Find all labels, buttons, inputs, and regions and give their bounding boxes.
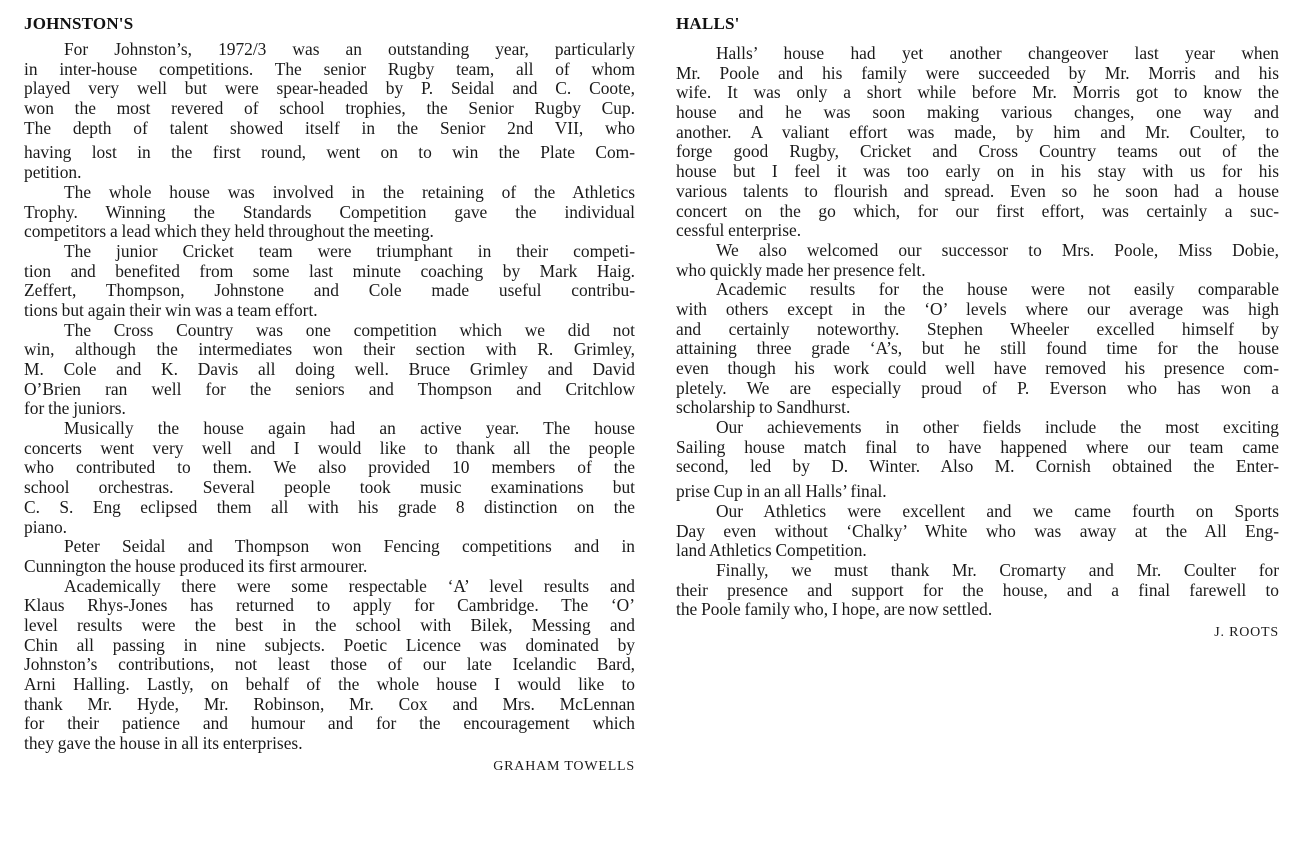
text-line: having lost in the first round, went on to win the Plate Com- [24, 142, 635, 163]
text-line: land Athletics Competition. [676, 540, 867, 561]
text-line: Cunnington the house produced its first armourer. [24, 555, 368, 576]
text-line: who quickly made her presence felt. [676, 259, 926, 280]
text-line: The whole house was involved in the retaining of the Athletics [64, 181, 635, 202]
text-line: Trophy. Winning the Standards Competition gave the individual [24, 201, 635, 222]
text-line: another. A valiant effort was made, by him and Mr. Coulter, to [676, 121, 1279, 142]
article-body [676, 44, 1279, 642]
text-line: The Cross Country was one competition which we did not [64, 319, 635, 340]
text-line: even though his work could well have removed his presence com- [676, 358, 1279, 378]
text-line: and certainly noteworthy. Stephen Wheeler excelled himself by [676, 318, 1279, 339]
text-line: M. Cole and K. Davis all doing well. Bruce Grimley and David [24, 359, 635, 379]
text-line: Sailing house match final to have happened where our team came [676, 436, 1279, 457]
text-line: thank Mr. Hyde, Mr. Robinson, Mr. Cox and Mrs. McLennan [24, 693, 635, 714]
text-line: Zeffert, Thompson, Johnstone and Cole made useful contribu- [24, 280, 635, 301]
text-line: won the most revered of school trophies, the Senior Rugby Cup. [24, 98, 635, 119]
text-line: For Johnston’s, 1972/3 was an outstanding year, particularly [64, 39, 635, 59]
text-line: they gave the house in all its enterprises. [24, 733, 303, 754]
text-line: We also welcomed our successor to Mrs. Poole, Miss Dobie, [716, 239, 1279, 260]
text-line: Chin all passing in nine subjects. Poetic Licence was dominated by [24, 634, 635, 655]
text-line: school orchestras. Several people took music examinations but [24, 477, 635, 498]
text-line: Finally, we must thank Mr. Cromarty and Mr. Coulter for [716, 559, 1279, 580]
text-line: various talents to flourish and spread. Even so he soon had a house [676, 180, 1279, 201]
article-body [24, 40, 635, 776]
text-line: Our achievements in other fields include the most exciting [716, 417, 1279, 438]
text-line: who contributed to them. We also provided 10 members of the [24, 457, 635, 478]
text-line: The junior Cricket team were triumphant in their competi- [64, 240, 635, 261]
text-line: house and he was soon making various changes, one way and [676, 102, 1279, 123]
text-line: their presence and support for the house, and a final farewell to [676, 579, 1279, 600]
text-line: played very well but were spear-headed by P. Seidal and C. Coote, [24, 78, 635, 99]
text-line: for their patience and humour and for the encouragement which [24, 713, 635, 734]
text-line: petition. [24, 162, 82, 183]
text-line: in inter-house competitions. The senior Rugby team, all of whom [24, 58, 635, 79]
text-line: piano. [24, 516, 67, 537]
text-line: cessful enterprise. [676, 220, 802, 241]
text-line: level results were the best in the school with Bilek, Messing and [24, 614, 635, 635]
text-line: attaining three grade ‘A’s, but he still found time for the house [676, 338, 1279, 359]
text-line: Johnston’s contributions, not least those of our late Icelandic Bard, [24, 654, 635, 675]
text-line: Musically the house again had an active year. The house [64, 418, 635, 439]
text-line: concert on the go which, for our first effort, was certainly a suc- [676, 200, 1279, 221]
text-line: tion and benefited from some last minute coaching by Mark Haig. [24, 260, 635, 281]
text-line: for the juniors. [24, 398, 126, 419]
text-line: tions but again their win was a team effort. [24, 299, 318, 320]
text-line: Day even without ‘Chalky’ White who was away at the All Eng- [676, 520, 1279, 541]
article-heading: JOHNSTON'S [24, 14, 134, 33]
text-line: Peter Seidal and Thompson won Fencing competitions and in [64, 536, 635, 557]
text-line: competitors a lead which they held throughout the meeting. [24, 221, 434, 242]
text-line: The depth of talent showed itself in the Senior 2nd VII, who [24, 117, 635, 138]
article-heading: HALLS' [676, 14, 740, 33]
text-line: the Poole family who, I hope, are now settled. [676, 599, 993, 620]
author-signature: GRAHAM TOWELLS [493, 758, 635, 774]
text-line: Klaus Rhys-Jones has returned to apply for Cambridge. The ‘O’ [24, 595, 635, 616]
text-line: scholarship to Sandhurst. [676, 397, 851, 418]
text-line: Halls’ house had yet another changeover last year when [716, 43, 1279, 63]
author-signature: J. ROOTS [1214, 624, 1279, 640]
text-line: forge good Rugby, Cricket and Cross Country teams out of the [676, 141, 1279, 162]
text-line: pletely. We are especially proud of P. Everson who has won a [676, 377, 1279, 398]
text-line: O’Brien ran well for the seniors and Thompson and Critchlow [24, 378, 635, 399]
text-line: Mr. Poole and his family were succeeded by Mr. Morris and his [676, 62, 1279, 83]
text-line: Academic results for the house were not easily comparable [716, 279, 1279, 300]
text-line: Arni Halling. Lastly, on behalf of the whole house I would like to [24, 674, 635, 694]
text-line: with others except in the ‘O’ levels where our average was high [676, 298, 1279, 319]
text-line: prise Cup in an all Halls’ final. [676, 481, 887, 502]
text-line: C. S. Eng eclipsed them all with his grade 8 distinction on the [24, 496, 635, 517]
text-line: Our Athletics were excellent and we came fourth on Sports [716, 500, 1279, 521]
text-line: second, led by D. Winter. Also M. Cornish obtained the Enter- [676, 456, 1279, 477]
text-line: wife. It was only a short while before Mr. Morris got to know the [676, 82, 1279, 103]
text-line: concerts went very well and I would like to thank all the people [24, 437, 635, 458]
text-line: Academically there were some respectable ‘A’ level results and [64, 575, 635, 596]
text-line: win, although the intermediates won their section with R. Grimley, [24, 339, 635, 360]
text-line: house but I feel it was too early on in his stay with us for his [676, 161, 1279, 182]
